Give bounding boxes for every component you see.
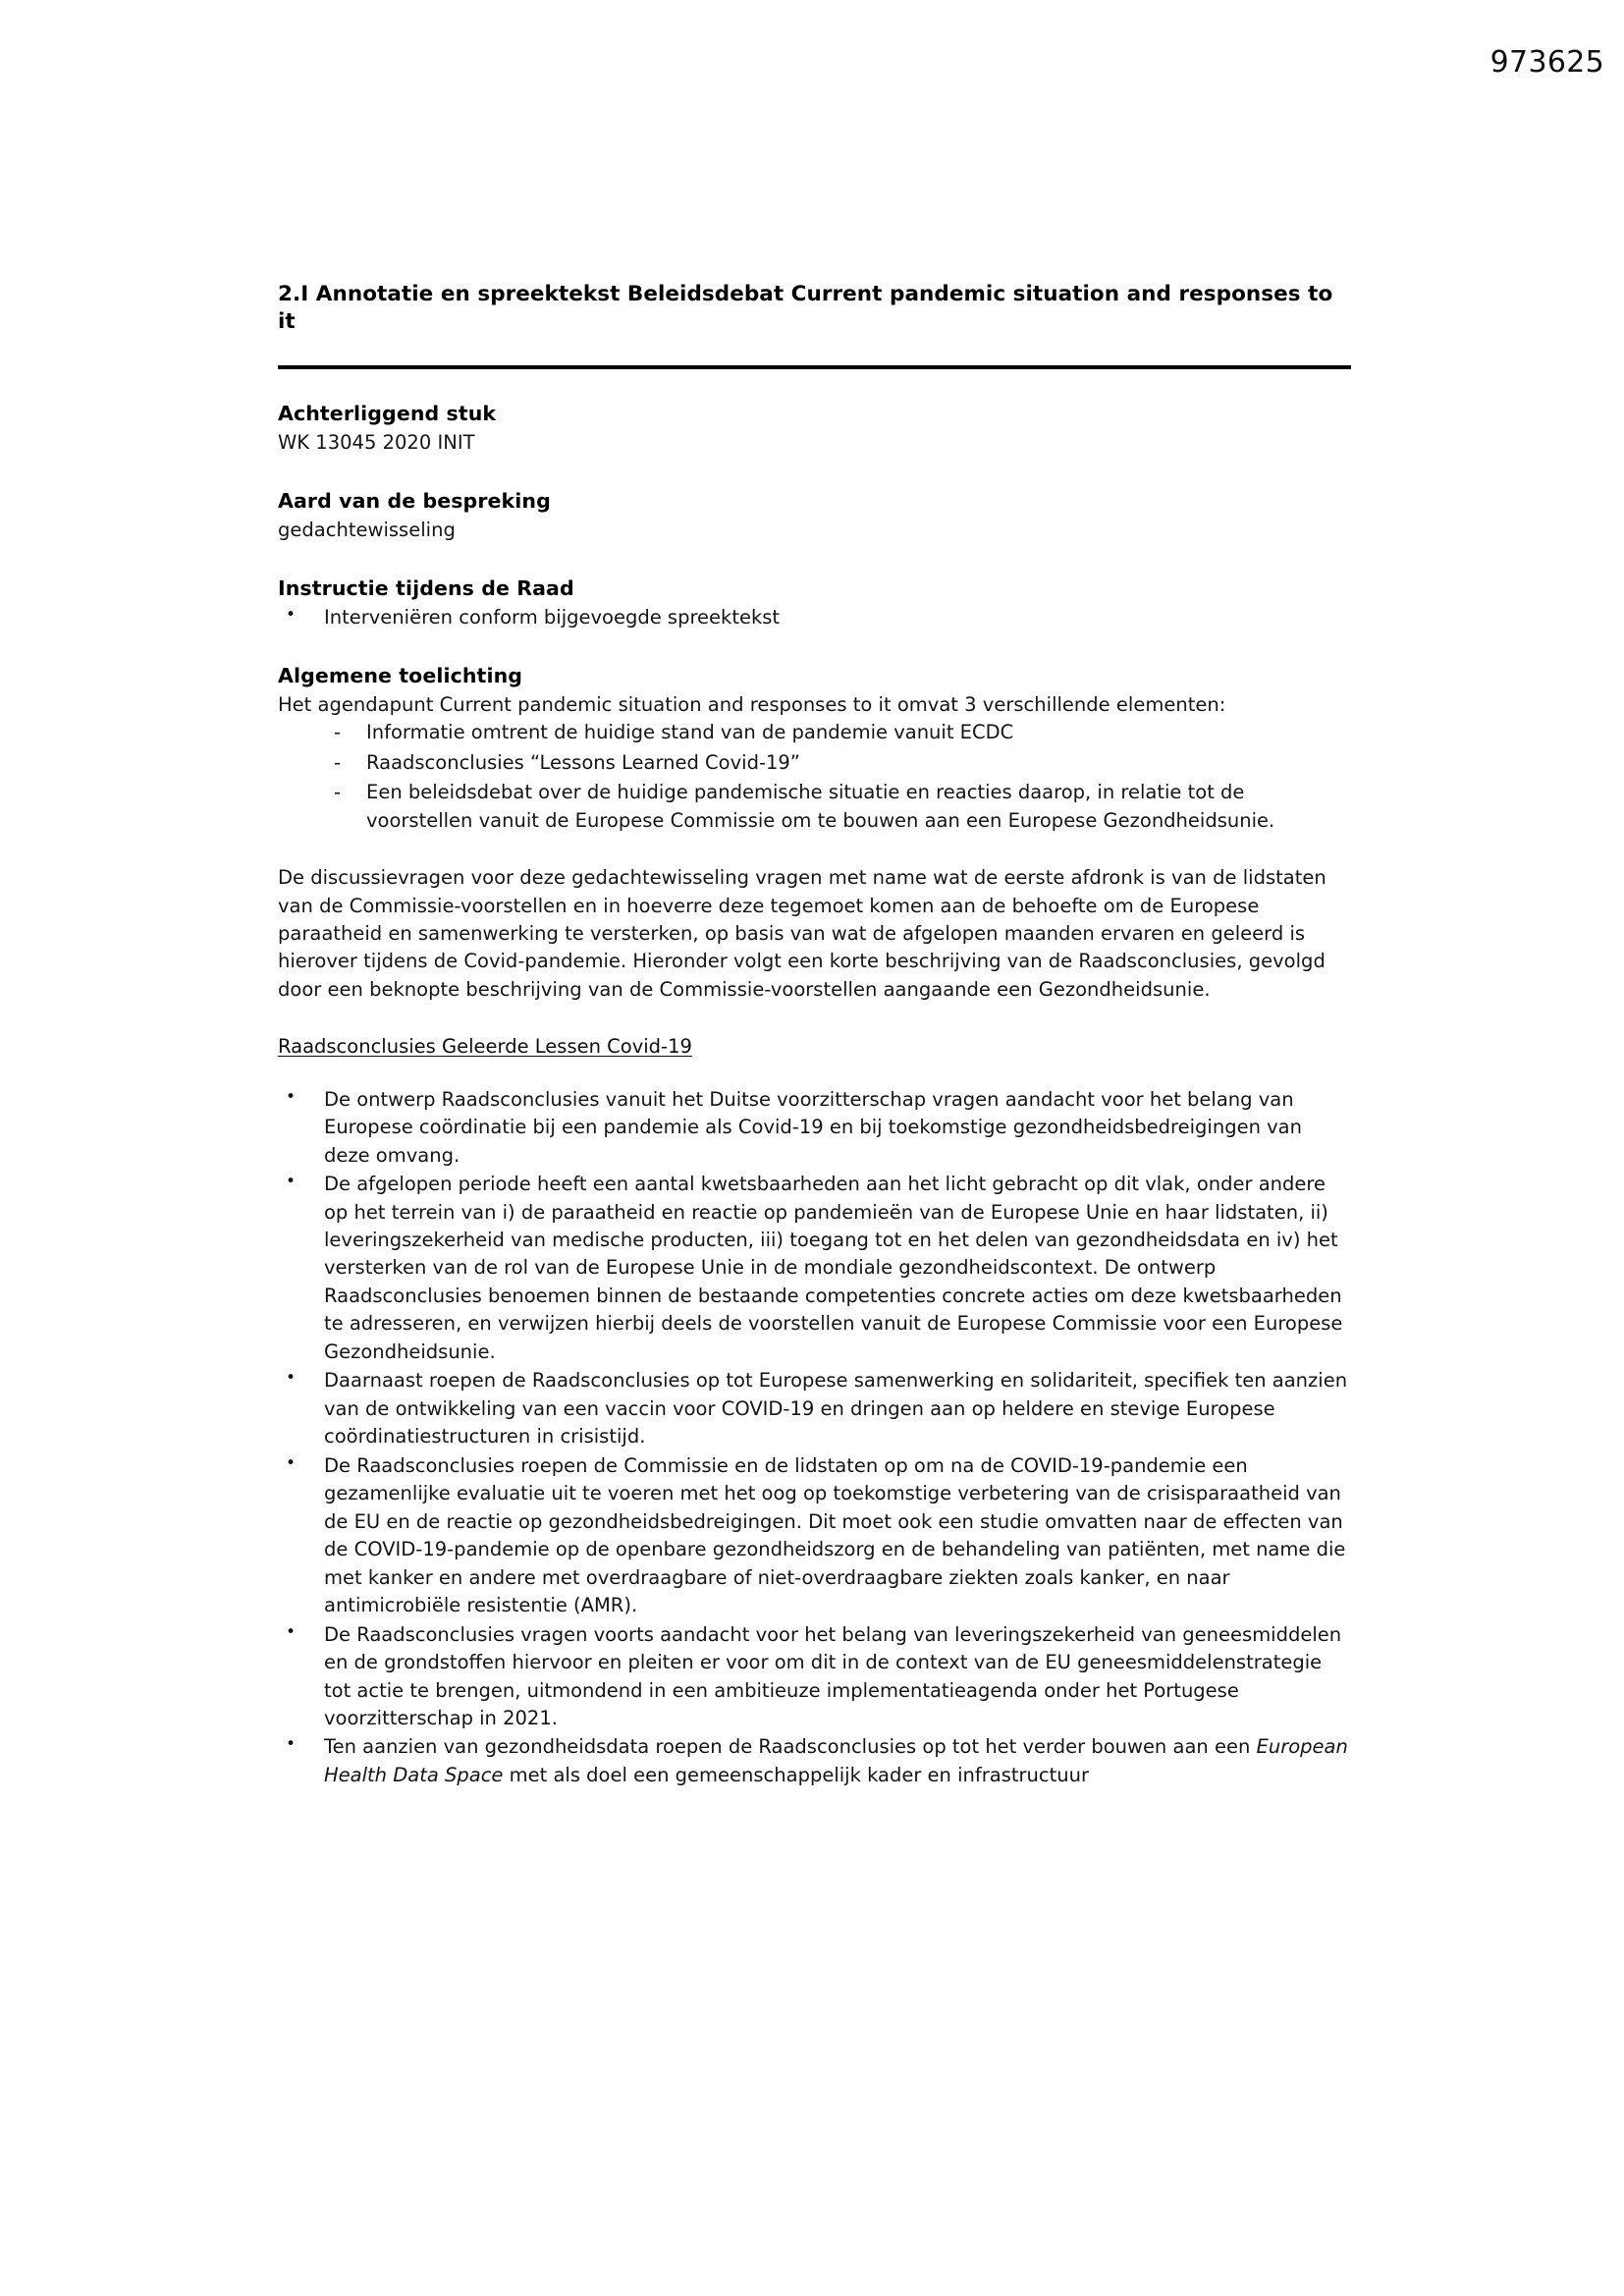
list-item-text-after: met als doel een gemeenschappelijk kader en infrastructuur — [503, 1763, 1089, 1786]
list-item: • Daarnaast roepen de Raadsconclusies op tot Europese samenwerking en solidariteit, specifiek ten aanzien van de ontwikkeling van een vaccin voor COVID-19 en dringen aan op heldere en stevige Europese coördinatiestructuren in crisistijd. — [278, 1367, 1351, 1450]
algemene-toelichting-dash-list — [278, 719, 1351, 835]
instructie-list — [278, 604, 1351, 631]
raadsconclusies-heading: Raadsconclusies Geleerde Lessen Covid-19 — [278, 1035, 692, 1059]
aard-van-de-bespreking-heading: Aard van de bespreking — [278, 488, 551, 513]
list-item: - Een beleidsdebat over de huidige pandemische situatie en reacties daarop, in relatie tot de voorstellen vanuit de Europese Commissie om te bouwen aan een Europese Gezondheidsunie. — [278, 779, 1351, 835]
page-title: 2.I Annotatie en spreektekst Beleidsdebat Current pandemic situation and responses to it — [278, 282, 1333, 334]
document-reference-number: 973625 — [1489, 45, 1604, 80]
list-item: - Raadsconclusies “Lessons Learned Covid-19” — [278, 749, 1351, 777]
instructie-heading: Instructie tijdens de Raad — [278, 575, 574, 600]
section-raadsconclusies — [278, 1033, 1351, 1789]
achterliggend-stuk-value: WK 13045 2020 INIT — [278, 430, 475, 454]
raadsconclusies-bullet-list — [278, 1086, 1351, 1790]
list-item-text-before: Ten aanzien van gezondheidsdata roepen de Raadsconclusies op tot het verder bouwen aan een — [324, 1735, 1257, 1759]
algemene-toelichting-intro: Het agendapunt Current pandemic situation and responses to it omvat 3 verschillende elementen: — [278, 693, 1226, 717]
list-item: • De Raadsconclusies roepen de Commissie en de lidstaten op om na de COVID-19-pandemie een gezamenlijke evaluatie uit te voeren met het oog op toekomstige verbetering van de crisisparaatheid van de EU en de reactie op gezondheidsbedreigingen. Dit moet ook een studie omvatten naar de effecten van de COVID-19-pandemie op de openbare gezondheidszorg en de behandeling van patiënten, met name die met kanker en andere met overdraagbare of niet-overdraagbare ziekten zoals kanker, en naar antimicrobiële resistentie (AMR). — [278, 1452, 1351, 1620]
section-aard-van-de-bespreking — [278, 488, 1351, 544]
title-divider — [278, 365, 1351, 369]
list-item-european-health-data-space — [278, 1733, 1351, 1789]
achterliggend-stuk-heading: Achterliggend stuk — [278, 401, 497, 425]
list-item: • De ontwerp Raadsconclusies vanuit het Duitse voorzitterschap vragen aandacht voor het belang van Europese coördinatie bij een pandemie als Covid-19 en bij toekomstige gezondheidsbedreigingen van deze omvang. — [278, 1086, 1351, 1170]
list-item: • Interveniëren conform bijgevoegde spreektekst — [278, 604, 1351, 631]
section-achterliggend-stuk — [278, 401, 1351, 457]
algemene-toelichting-heading: Algemene toelichting — [278, 664, 523, 688]
list-item: • De afgelopen periode heeft een aantal kwetsbaarheden aan het licht gebracht op dit vlak, onder andere op het terrein van i) de paraatheid en reactie op pandemieën van de Europese Unie en haar lidstaten, ii) leveringszekerheid van medische producten, iii) toegang tot en het delen van gezondheidsdata en iv) het versterken van de rol van de Europese Unie in de mondiale gezondheidscontext. De ontwerp Raadsconclusies benoemen binnen de bestaande competenties concrete acties om deze kwetsbaarheden te adresseren, en verwijzen hierbij deels de voorstellen vanuit de Europese Commissie voor een Europese Gezondheidsunie. — [278, 1171, 1351, 1366]
algemene-toelichting-paragraph: De discussievragen voor deze gedachtewisseling vragen met name wat de eerste afdronk is van de lidstaten van de Commissie-voorstellen en in hoeverre deze tegemoet komen aan de behoefte om de Europese paraatheid en samenwerking te versterken, op basis van wat de afgelopen maanden ervaren en geleerd is hierover tijdens de Covid-pandemie. Hieronder volgt een korte beschrijving van de Raadsconclusies, gevolgd door een beknopte beschrijving van de Commissie-voorstellen aangaande een Gezondheidsunie. — [278, 866, 1326, 1001]
section-instructie-tijdens-de-raad — [278, 575, 1351, 632]
european-health-data-space-title: European Health Data Space — [324, 1735, 1348, 1786]
section-algemene-toelichting — [278, 663, 1351, 1004]
list-item: • De Raadsconclusies vragen voorts aandacht voor het belang van leveringszekerheid van geneesmiddelen en de grondstoffen hiervoor en pleiten er voor om dit in de context van de EU geneesmiddelenstrategie tot actie te brengen, uitmondend in een ambitieuze implementatieagenda onder het Portugese voorzitterschap in 2021. — [278, 1621, 1351, 1733]
aard-van-de-bespreking-value: gedachtewisseling — [278, 518, 456, 541]
document-body — [278, 281, 1351, 1790]
list-item: - Informatie omtrent de huidige stand van de pandemie vanuit ECDC — [278, 719, 1351, 746]
